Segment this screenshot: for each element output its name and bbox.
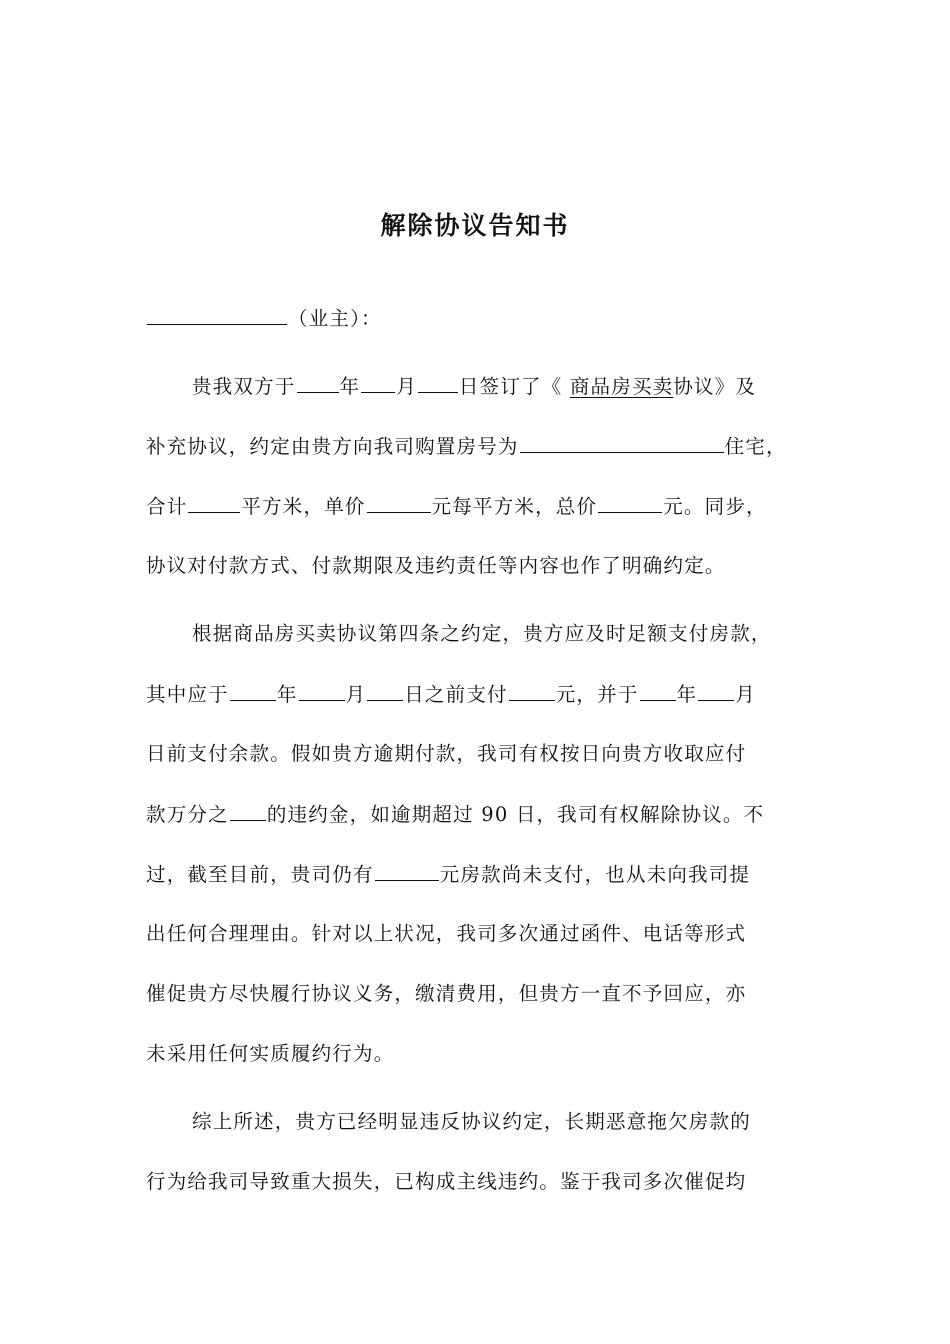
text-segment: 补充协议，约定由贵方向我司购置房号为 <box>146 435 519 458</box>
text-segment: 的违约金，如逾期超过 <box>266 803 474 826</box>
paragraph-1-line-4: 协议对付款方式、付款期限及违约责任等内容也作了明确约定。 <box>146 554 726 577</box>
day-blank <box>418 370 458 393</box>
paragraph-2-line-1: 根据商品房买卖协议第四条之约定，贵方应及时足额支付房款， <box>192 622 772 645</box>
owner-name-blank <box>147 302 287 325</box>
room-number-blank <box>520 430 724 453</box>
paragraph-2-line-8: 未采用任何实质履约行为。 <box>146 1042 395 1065</box>
amount-blank <box>509 678 555 701</box>
text-segment: 年 <box>676 683 698 706</box>
month-blank <box>299 678 345 701</box>
area-blank <box>188 490 240 513</box>
paragraph-2-line-6: 出任何合理理由。针对以上状况，我司多次通过函件、电话等形式 <box>146 922 747 945</box>
text-segment: 协议》及 <box>673 375 757 398</box>
text-segment: 月 <box>735 683 756 706</box>
year-blank <box>297 370 339 393</box>
text-segment: 元。同步， <box>663 495 767 518</box>
text-segment: 平方米，单价 <box>241 495 366 518</box>
salutation-suffix: （业主）： <box>288 307 382 330</box>
text-segment: 住宅， <box>724 435 787 458</box>
text-segment: 日之前支付 <box>404 683 508 706</box>
year-blank <box>230 678 276 701</box>
paragraph-3-line-2: 行为给我司导致重大损失，已构成主线违约。鉴于我司多次催促均 <box>146 1170 747 1193</box>
paragraph-1-line-1 <box>192 370 872 402</box>
paragraph-3-line-1: 综上所述，贵方已经明显违反协议约定，长期恶意拖欠房款的 <box>192 1110 751 1133</box>
text-segment: 过，截至目前，贵司仍有 <box>146 863 374 886</box>
text-segment: 款万分之 <box>146 803 229 826</box>
year-blank <box>640 678 676 701</box>
month-blank <box>361 370 395 393</box>
text-segment: 合计 <box>146 495 188 518</box>
text-segment: 元每平方米，总价 <box>431 495 598 518</box>
total-price-blank <box>598 490 662 513</box>
text-segment: 年 <box>339 375 361 398</box>
overdue-days-number: 90 <box>481 803 509 826</box>
month-blank <box>698 678 734 701</box>
underlined-contract-name: 商品房买卖 <box>569 375 674 398</box>
day-blank <box>367 678 403 701</box>
text-segment: 其中应于 <box>146 683 229 706</box>
unit-price-blank <box>367 490 431 513</box>
paragraph-1-line-2 <box>146 430 826 462</box>
paragraph-2-line-4 <box>146 798 826 830</box>
document-title: 解除协议告知书 <box>380 211 570 240</box>
paragraph-2-line-3: 日前支付余款。假如贵方逾期付款，我司有权按日向贵方收取应付 <box>146 742 747 765</box>
paragraph-2-line-7: 催促贵方尽快履行协议义务，缴清费用，但贵方一直不予回应，亦 <box>146 982 747 1005</box>
unpaid-amount-blank <box>375 858 439 881</box>
salutation-line <box>146 302 826 334</box>
text-segment: 日，我司有权解除协议。不 <box>515 803 765 826</box>
text-segment: 月 <box>345 683 367 706</box>
paragraph-1-line-3 <box>146 490 826 522</box>
text-segment: 元房款尚未支付，也从未向我司提 <box>439 863 751 886</box>
paragraph-2-line-5 <box>146 858 826 890</box>
text-segment: 日签订了《 <box>458 375 563 398</box>
text-segment: 年 <box>276 683 298 706</box>
text-segment: 月 <box>396 375 417 398</box>
penalty-rate-blank <box>230 798 266 821</box>
paragraph-2-line-2 <box>146 678 826 710</box>
text-segment: 贵我双方于 <box>192 375 296 398</box>
text-segment: 元，并于 <box>555 683 639 706</box>
